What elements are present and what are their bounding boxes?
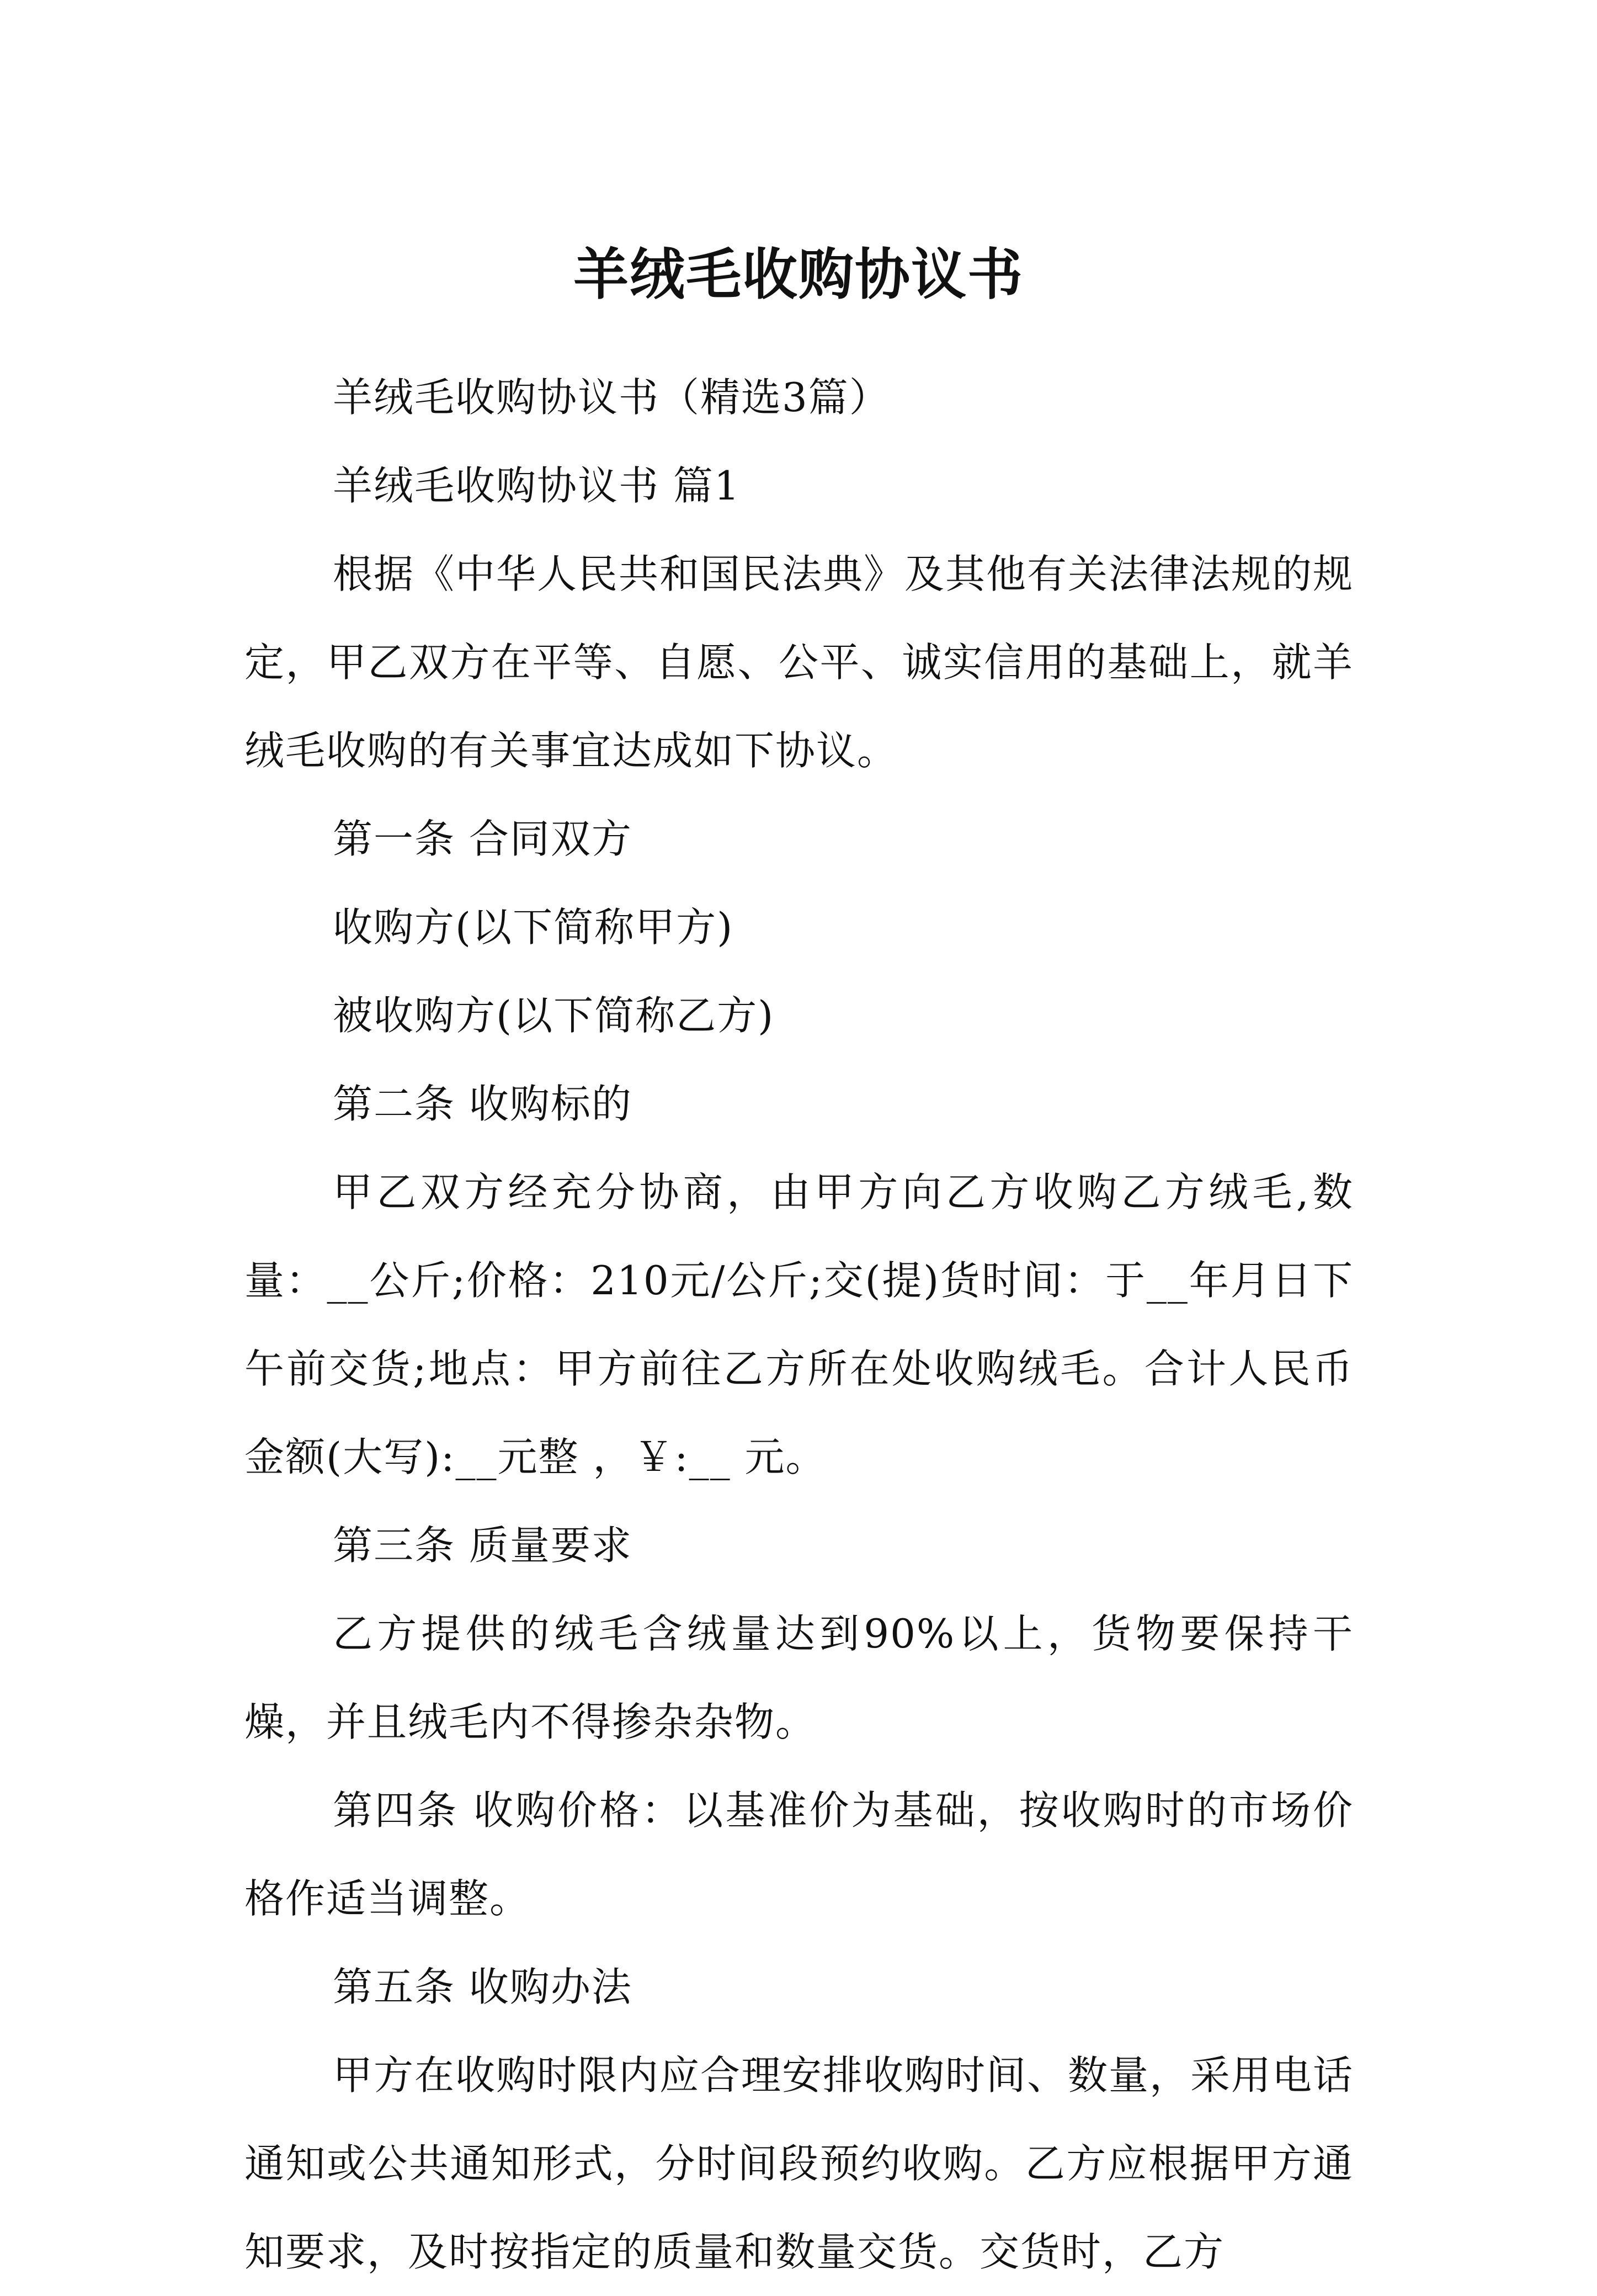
paragraph: 甲方在收购时限内应合理安排收购时间、数量，采用电话通知或公共通知形式，分时间段预约收购。乙方应根据甲方通知要求，及时按指定的质量和数量交货。交货时，乙方 — [244, 2052, 1354, 2275]
paragraph: 被收购方(以下简称乙方) — [333, 992, 775, 1039]
article-heading: 第二条 收购标的 — [333, 1081, 632, 1127]
section-heading: 羊绒毛收购协议书 篇1 — [333, 463, 741, 509]
article-heading: 第三条 质量要求 — [333, 1522, 632, 1569]
paragraph: 收购方(以下简称甲方) — [333, 904, 734, 950]
paragraph: 乙方提供的绒毛含绒量达到90%以上，货物要保持干燥，并且绒毛内不得掺杂杂物。 — [244, 1611, 1354, 1745]
paragraph: 根据《中华人民共和国民法典》及其他有关法律法规的规定，甲乙双方在平等、自愿、公平、诚实信用的基础上，就羊绒毛收购的有关事宜达成如下协议。 — [244, 551, 1354, 774]
document-title: 羊绒毛收购协议书 — [573, 242, 1024, 307]
paragraph: 甲乙双方经充分协商，由甲方向乙方收购乙方绒毛,数量：__公斤;价格：210元/公斤;交(提)货时间：于__年月日下午前交货;地点：甲方前往乙方所在处收购绒毛。合计人民币金额(大写):__元整 ，￥:__ 元。 — [244, 1169, 1354, 1480]
document-body — [244, 353, 1354, 2296]
paragraph: 第四条 收购价格：以基准价为基础，按收购时的市场价格作适当调整。 — [244, 1787, 1354, 1922]
article-heading: 第一条 合同双方 — [333, 816, 632, 862]
subtitle-line: 羊绒毛收购协议书（精选3篇） — [333, 374, 890, 421]
article-heading: 第五条 收购办法 — [333, 1964, 632, 2010]
